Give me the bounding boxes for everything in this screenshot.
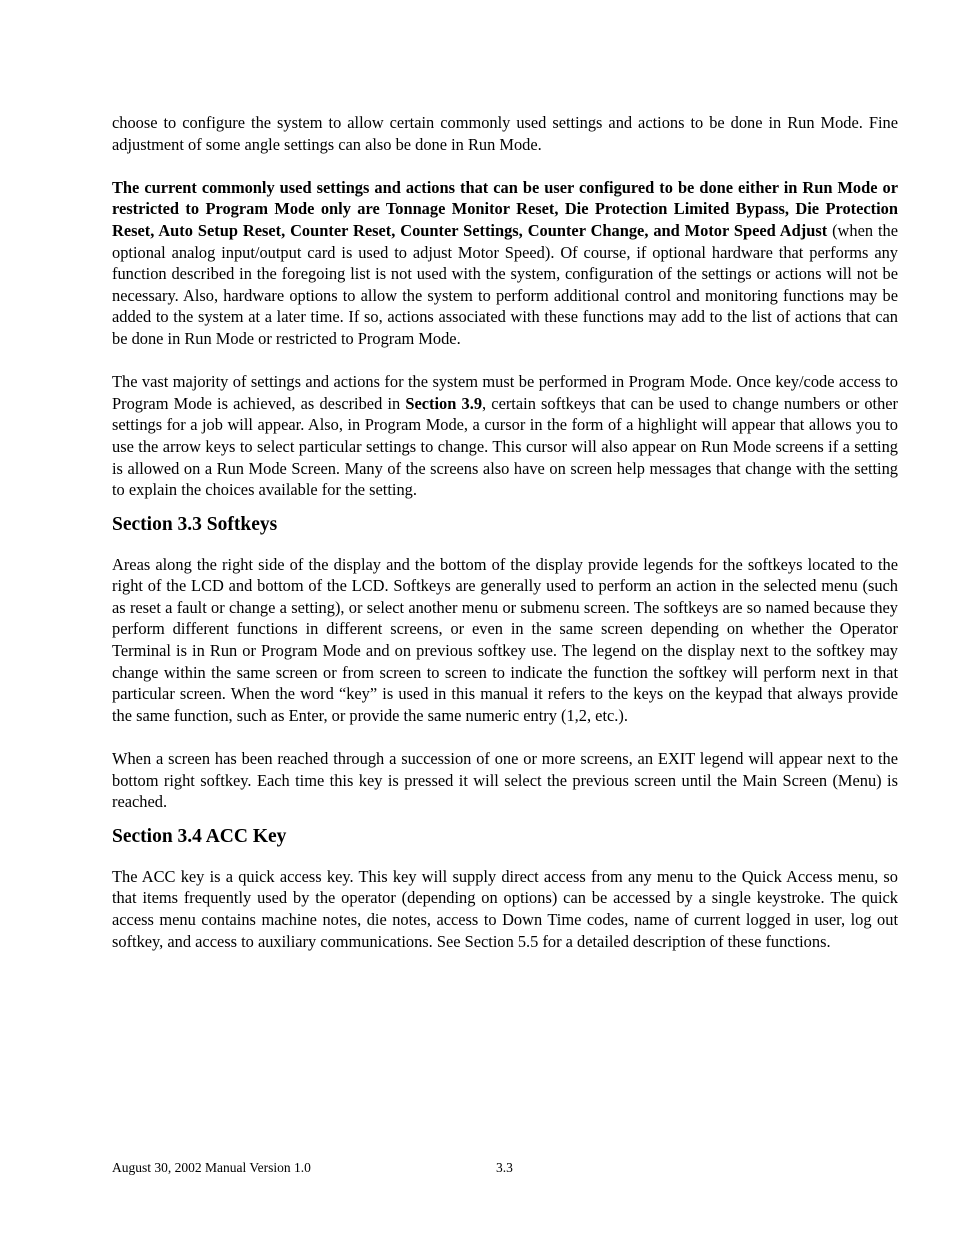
- paragraph-program-mode: [112, 371, 898, 501]
- paragraph-configurable-settings: [112, 177, 898, 350]
- footer-date-version: August 30, 2002 Manual Version 1.0: [112, 1160, 311, 1175]
- page-footer: [112, 1160, 513, 1176]
- paragraph-softkeys: Areas along the right side of the display and the bottom of the display provide legends for the softkeys located to the right of the LCD and bottom of the LCD. Softkeys are generally used to perform an action in the selected menu (such as reset a fault or change a setting), or select another menu or submenu screen. The softkeys are so named because they perform different functions in different screens, or even in the same screen depending on whether the Operator Terminal is in Run or Program Mode and on previous softkey use. The legend on the display next to the softkey may change within the same screen or from screen to screen to indicate the function the softkey will perform next in that particular screen. When the word “key” is used in this manual it refers to the keys on the keypad that always provide the same function, such as Enter, or provide the same numeric entry (1,2, etc.).: [112, 554, 898, 725]
- program-mode-text-start: The vast majority of settings and actions for the system must be performed in Program Mode. Once key/code access to Program Mode is achieved, as described in: [112, 372, 898, 413]
- heading-section-3-4: Section 3.4 ACC Key: [112, 825, 287, 847]
- section-reference: Section 3.9: [405, 393, 483, 413]
- paragraph-exit-legend: When a screen has been reached through a succession of one or more screens, an EXIT legend will appear next to the bottom right softkey. Each time this key is pressed it will select the previous screen until the Main Screen (Menu) is reached.: [112, 749, 898, 812]
- paragraph-run-mode-config: choose to configure the system to allow certain commonly used settings and actions to be done in Run Mode. Fine adjustment of some angle settings can also be done in Run Mode.: [112, 113, 898, 154]
- footer-page-number: 3.3: [496, 1160, 513, 1175]
- configurable-settings-list: The current commonly used settings and actions that can be user configured to be done either in Run Mode or restricted to Program Mode only are Tonnage Monitor Reset, Die Protection Limited Bypass, Die Protection Reset, Auto Setup Reset, Counter Reset, Counter Settings, Counter Change, and Motor Speed Adjust: [112, 177, 898, 240]
- heading-section-3-3: Section 3.3 Softkeys: [112, 513, 278, 535]
- paragraph-acc-key: The ACC key is a quick access key. This key will supply direct access from any menu to the Quick Access menu, so that items frequently used by the operator (depending on options) can be accessed by a single keystroke. The quick access menu contains machine notes, die notes, access to Down Time codes, name of current logged in user, log out softkey, and access to auxiliary communications. See Section 5.5 for a detailed description of these functions.: [112, 866, 898, 951]
- document-body: [112, 112, 898, 952]
- program-mode-text-end: , certain softkeys that can be used to change numbers or other settings for a job will appear. Also, in Program Mode, a cursor in the form of a highlight will appear that allows you to use the arrow keys to select particular settings to change. This cursor will also appear on Run Mode screens if a setting is allowed on a Run Mode Screen. Many of the screens also have on screen help messages that change with the setting to explain the choices available for the setting.: [112, 393, 899, 500]
- configurable-settings-details: (when the optional analog input/output card is used to adjust Motor Speed). Of course, if optional hardware that performs any function described in the foregoing list is not used with the system, configuration of the settings or actions will not be necessary. Also, hardware options to allow the system to perform additional control and monitoring functions may be added to the system at a later time. If so, actions associated with these functions may add to the list of actions that can be done in Run Mode or restricted to Program Mode.: [112, 220, 898, 348]
